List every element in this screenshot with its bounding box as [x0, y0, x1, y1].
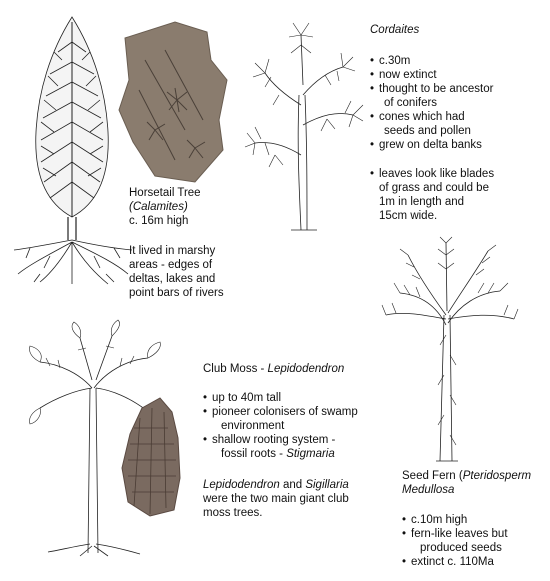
horsetail-name: Horsetail Tree: [129, 187, 201, 199]
fact-item: • leaves look like blades: [370, 167, 494, 181]
cordaites-leaves-fact: [370, 167, 494, 223]
horsetail-height: c. 16m high: [129, 215, 189, 227]
seedfern-title: [402, 469, 531, 483]
fact-item: • extinct c. 110Ma: [402, 555, 508, 569]
fact-item: • cones which had: [370, 110, 493, 124]
fact-item-continued: [370, 124, 493, 138]
fact-text: produced seeds: [420, 542, 502, 554]
clubmoss-note: [203, 478, 349, 520]
sigillaria-name: Sigillaria: [305, 479, 349, 491]
seed-fern-tree-illustration: [380, 235, 520, 465]
clubmoss-title-prefix: Club Moss -: [203, 363, 268, 375]
habitat-line: areas - edges of: [129, 259, 213, 271]
fact-item: • up to 40m tall: [203, 391, 358, 405]
fact-item: • now extinct: [370, 68, 493, 82]
fact-item-continued: of grass and could be: [379, 182, 489, 194]
fact-item-continued: [402, 541, 508, 555]
cordaites-facts: [370, 54, 493, 152]
clubmoss-title: [203, 362, 344, 376]
seedfern-title-prefix: Seed Fern (: [402, 470, 463, 482]
fact-item: • pioneer colonisers of swamp: [203, 405, 358, 419]
fact-text: of conifers: [384, 97, 438, 109]
fact-item-continued: 15cm wide.: [379, 210, 438, 222]
fact-text: seeds and pollen: [384, 125, 471, 137]
note-line: [203, 478, 349, 492]
cordaites-title: Cordaites: [370, 24, 420, 36]
note-line: were the two main giant club: [203, 493, 349, 505]
seedfern-facts: [402, 513, 508, 569]
horsetail-latin-name: (Calamites): [129, 201, 188, 213]
fact-item-continued: 1m in length and: [379, 196, 465, 208]
clubmoss-facts: [203, 391, 358, 461]
lepidodendron-bark-fossil: [120, 398, 185, 518]
pteridosperm-name: Pteridosperm: [462, 470, 532, 482]
fact-text: fossil roots -: [221, 448, 287, 460]
fact-item: • grew on delta banks: [370, 138, 493, 152]
stigmaria-name: Stigmaria: [286, 448, 335, 460]
fact-item-continued: [370, 96, 493, 110]
clubmoss-latin-name: Lepidodendron: [267, 363, 345, 375]
habitat-line: It lived in marshy: [129, 245, 216, 257]
note-and: and: [279, 479, 306, 491]
habitat-line: deltas, lakes and: [129, 273, 216, 285]
fact-item: • thought to be ancestor: [370, 82, 493, 96]
medullosa-name: Medullosa: [402, 484, 455, 496]
fact-item-continued: [203, 447, 358, 461]
habitat-line: point bars of rivers: [129, 287, 224, 299]
cordaites-tree-illustration: [245, 15, 365, 235]
fact-item: • c.30m: [370, 54, 493, 68]
fact-item: • fern-like leaves but: [402, 527, 508, 541]
calamites-fossil-photo: [115, 20, 230, 185]
fact-text: environment: [221, 420, 285, 432]
fact-item-continued: [203, 419, 358, 433]
note-line: moss trees.: [203, 507, 263, 519]
lepidodendron-name: Lepidodendron: [203, 479, 280, 491]
horsetail-habitat: [129, 244, 224, 300]
fact-item: • c.10m high: [402, 513, 508, 527]
fact-item: • shallow rooting system -: [203, 433, 358, 447]
